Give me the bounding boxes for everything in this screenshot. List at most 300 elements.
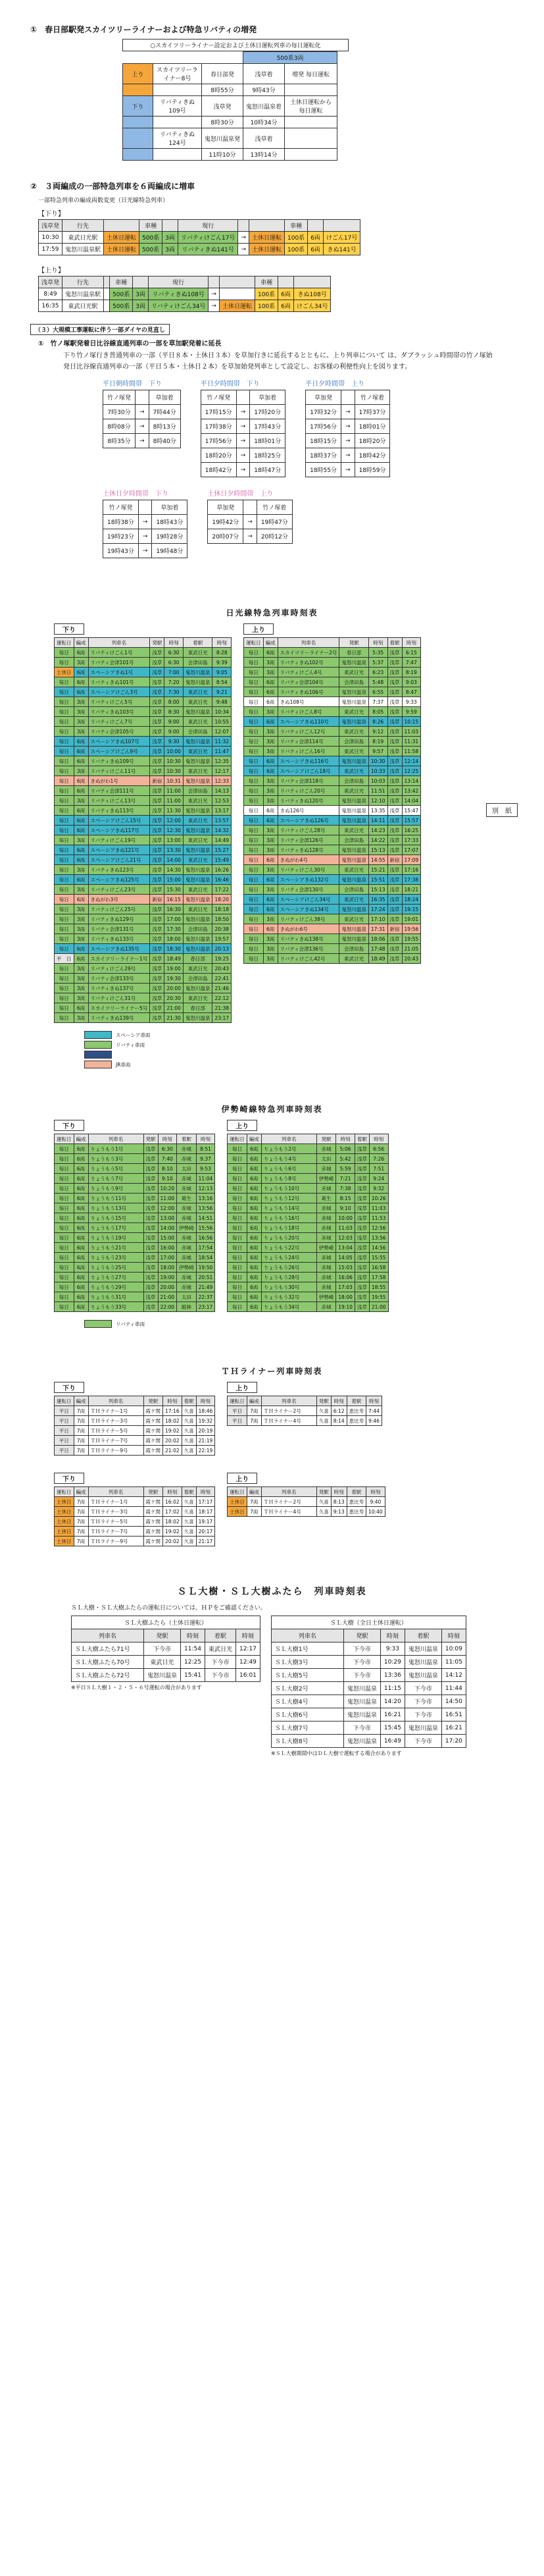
mini-table-wrap	[103, 378, 181, 477]
mini-cell: 18時20分	[355, 434, 390, 448]
tt-header-cell: 着駅	[183, 638, 212, 648]
tt-header-cell: 列車名	[88, 1134, 143, 1144]
tt-cell: 6:30	[158, 1144, 177, 1154]
mini-cell: 18時42分	[355, 448, 390, 463]
th-hol-down-table	[54, 1486, 215, 1546]
train-name: リバティきぬ109号	[153, 96, 202, 117]
arrow-cell: →	[209, 288, 220, 300]
tt-cell: 毎日	[55, 984, 74, 993]
tt-header-cell: 着駅	[347, 1396, 366, 1406]
tt-cell: 11:00	[164, 796, 184, 806]
dep-time: 11時10分	[202, 149, 243, 161]
tt-cell: 12:03	[336, 1233, 355, 1243]
mini-cell: 17時43分	[250, 419, 285, 434]
isesaki-legend	[84, 1320, 520, 1328]
row-note: 土休日運転から毎日運転	[285, 96, 337, 117]
direction-label: 下り	[123, 96, 153, 117]
tt-cell: 9:24	[369, 1174, 388, 1184]
tt-cell: 18:21	[402, 885, 421, 895]
tt-cell: 東武日光	[339, 786, 369, 796]
tt-cell: リバティけごん4号	[278, 668, 339, 677]
tt-cell: 鬼怒川温泉	[183, 677, 212, 687]
tt-row	[228, 1243, 388, 1253]
tt-cell: 13:35	[368, 806, 387, 816]
tt-cell: 浅草	[150, 1013, 164, 1023]
sec2-header-cell: 浅草発	[39, 220, 62, 232]
sl-cell: ＳＬ大樹ふたら72号	[72, 1669, 144, 1682]
tt-cell: 毎日	[55, 1184, 74, 1194]
mini-cell: 17時20分	[250, 405, 285, 419]
tt-cell: 19:55	[369, 1292, 388, 1302]
tt-cell: 毎日	[55, 737, 74, 747]
tt-cell: 浅草	[143, 1282, 158, 1292]
tt-row	[244, 806, 421, 816]
tt-cell: 浅草	[150, 974, 164, 984]
tt-cell: 6両	[74, 806, 88, 816]
mini-cell: 7時44分	[149, 405, 180, 419]
tt-cell: りょうもう13号	[88, 1203, 143, 1213]
tt-cell: 毎日	[228, 1243, 247, 1253]
sec2-header-cell	[209, 276, 220, 288]
tt-cell: りょうもう33号	[88, 1302, 143, 1312]
tt-cell: 新宿	[387, 855, 402, 865]
tt-cell: 霞ケ関	[143, 1527, 163, 1537]
sl-cell: 鬼怒川温泉	[405, 1643, 441, 1656]
tt-row	[228, 1184, 388, 1194]
tt-cell: 浅草	[355, 1194, 369, 1203]
tt-cell: 19:55	[402, 934, 421, 944]
tt-cell: 15:55	[369, 1253, 388, 1263]
tt-cell: 19:02	[163, 1527, 182, 1537]
tt-header-cell: 運転日	[55, 1396, 74, 1406]
tt-row	[244, 687, 421, 697]
tt-cell: ＴＨライナー2号	[261, 1406, 316, 1416]
direction-label	[123, 128, 153, 149]
tt-cell: 15:30	[164, 885, 184, 895]
tt-row	[55, 717, 232, 727]
tt-row	[244, 727, 421, 737]
tt-row	[55, 668, 232, 677]
tt-cell: 21:49	[196, 1282, 215, 1292]
tt-cell: リバティけごん29号	[88, 964, 150, 974]
tt-cell: りょうもう25号	[88, 1263, 143, 1273]
tt-cell: 浅草	[150, 835, 164, 845]
tt-cell: 浅草	[387, 737, 402, 747]
tt-cell: 19:15	[402, 905, 421, 914]
direction-label: 上り	[123, 64, 153, 84]
tt-cell: 浅草	[355, 1213, 369, 1223]
tt-cell: 浅草	[387, 806, 402, 816]
tt-cell: ＴＨライナー7号	[88, 1436, 143, 1446]
train-cell: リバティきぬ141号	[178, 244, 237, 255]
tt-cell: スカイツリーライナー5号	[88, 1003, 150, 1013]
tt-row	[228, 1292, 388, 1302]
tt-cell: リバティけごん5号	[88, 697, 150, 707]
tt-cell: 3両	[74, 796, 88, 806]
tt-cell: 鬼怒川温泉	[183, 865, 212, 875]
arrow-cell: →	[236, 448, 250, 463]
tt-cell: 20:19	[196, 1426, 215, 1436]
tt-cell: 浅草	[387, 786, 402, 796]
mini-table	[201, 390, 285, 477]
tt-cell: 17:07	[402, 845, 421, 855]
tt-cell: きぬがわ3号	[88, 895, 150, 905]
sl-left	[71, 1616, 260, 1757]
nikko-down-table	[54, 637, 232, 1023]
tt-row	[55, 658, 232, 668]
tt-cell: 毎日	[244, 668, 264, 677]
tt-cell: 3両	[263, 727, 278, 737]
tt-cell: 浅草	[150, 954, 164, 964]
tt-row	[55, 1144, 215, 1154]
tt-row	[55, 1517, 215, 1527]
tt-cell: 浅草	[143, 1292, 158, 1302]
th-hol-down-col	[54, 1473, 215, 1546]
tt-cell: 春日部	[339, 648, 369, 658]
tt-cell: 6両	[74, 954, 88, 964]
tt-cell: 6両	[74, 1154, 88, 1164]
sl-cell: 16:21	[441, 1722, 466, 1735]
tt-cell: 6両	[263, 717, 278, 727]
mini-cell: 19時47分	[257, 515, 292, 529]
tt-cell: 3両	[74, 934, 88, 944]
tt-cell: 6両	[74, 776, 88, 786]
tt-cell: 20:00	[158, 1282, 177, 1292]
tt-cell: 8:30	[164, 707, 184, 717]
tt-header-cell: 時刻	[331, 1396, 347, 1406]
sec2-header-cell: 行先	[62, 276, 104, 288]
tt-cell: 21:00	[164, 1003, 184, 1013]
tt-cell: 19:30	[164, 974, 184, 984]
tt-cell: 17:33	[402, 835, 421, 845]
tt-cell: 毎日	[244, 648, 264, 658]
tt-cell: 9:32	[369, 1184, 388, 1194]
tt-cell: 毎日	[55, 1013, 74, 1023]
tt-cell: スペーシアきぬ135号	[88, 944, 150, 954]
class-cell: 土休日運転	[219, 300, 255, 312]
class-cell	[104, 300, 110, 312]
tt-cell: 8:19	[402, 668, 421, 677]
tt-cell: 東武日光	[339, 914, 369, 924]
tt-cell: 浅草	[150, 707, 164, 717]
isesaki-title: 伊勢崎線特急列車時刻表	[221, 1105, 323, 1114]
tt-cell: りょうもう14号	[261, 1203, 316, 1213]
tt-row	[244, 835, 421, 845]
tt-cell: 毎日	[55, 677, 74, 687]
tt-row	[228, 1507, 385, 1517]
mini-cell: 19時42分	[208, 515, 243, 529]
tt-cell: 毎日	[228, 1194, 247, 1203]
sl-cell: ＳＬ大樹8号	[271, 1735, 343, 1748]
tt-cell: 赤城	[316, 1164, 336, 1174]
tt-cell: 6両	[247, 1243, 261, 1253]
tt-cell: 浅草	[387, 826, 402, 835]
tt-cell: 7両	[74, 1446, 88, 1456]
tt-cell: 9:59	[402, 707, 421, 717]
tt-cell: 12:13	[196, 1184, 215, 1194]
tt-row	[55, 875, 232, 885]
tt-cell: 13:00	[164, 835, 184, 845]
tt-cell: 赤城	[316, 1273, 336, 1282]
tt-cell: 6両	[74, 747, 88, 756]
tt-cell: 毎日	[55, 845, 74, 855]
tt-cell: 平日	[55, 1426, 74, 1436]
tt-cell: 22:12	[212, 993, 232, 1003]
arr-station: 浅草着	[243, 128, 285, 149]
tt-cell: ＴＨライナー5号	[88, 1426, 143, 1436]
tt-cell: 毎日	[55, 895, 74, 905]
tt-row	[244, 885, 421, 895]
tt-cell: 19:10	[336, 1302, 355, 1312]
tt-cell: リバティ会津133号	[88, 974, 150, 984]
tt-cell: 21:38	[212, 1003, 232, 1013]
tt-cell: 6両	[74, 1164, 88, 1174]
arrow-cell: →	[136, 405, 149, 419]
tt-row	[228, 1213, 388, 1223]
tt-cell: 毎日	[244, 855, 264, 865]
tt-cell: 浅草	[355, 1203, 369, 1213]
tt-cell: スペーシアきぬ110号	[278, 717, 339, 727]
tt-cell: 浅草	[150, 826, 164, 835]
tt-cell: 3両	[263, 707, 278, 717]
nikko-up-table	[243, 637, 421, 964]
tt-cell: 毎日	[55, 1282, 74, 1292]
tt-cell: 6両	[247, 1223, 261, 1233]
class-cell	[104, 288, 110, 300]
sl-header-row	[72, 1629, 260, 1643]
tt-cell: 赤城	[177, 1154, 197, 1164]
tt-row	[244, 756, 421, 766]
tt-cell: 毎日	[55, 964, 74, 974]
tt-cell: 東武日光	[183, 885, 212, 895]
sl-cell: ＳＬ大樹1号	[271, 1643, 343, 1656]
tt-header-cell: 列車名	[88, 1487, 143, 1497]
mini-header: 草加発	[208, 500, 243, 515]
tt-cell: リバティ会津130号	[278, 885, 339, 895]
tt-row	[55, 826, 232, 835]
mini-row	[306, 463, 390, 477]
tt-row	[55, 737, 232, 747]
mini-table-title: 平日夕時間帯 上り	[305, 381, 365, 388]
tt-cell: 毎日	[228, 1273, 247, 1282]
tt-header-cell: 時刻	[368, 638, 387, 648]
tt-cell: 葛生	[177, 1194, 197, 1203]
tt-cell: 浅草	[150, 914, 164, 924]
tt-cell: ＴＨライナー7号	[88, 1527, 143, 1537]
spacer-cell	[153, 149, 202, 161]
tt-cell: きぬがわ1号	[88, 776, 150, 786]
tt-cell: 9:53	[196, 1164, 215, 1174]
tt-cell: 浅草	[143, 1164, 158, 1174]
sl-cell: 13:36	[380, 1669, 405, 1682]
tt-cell: 春日部	[183, 1003, 212, 1013]
tt-cell: りょうもう29号	[88, 1282, 143, 1292]
tt-cell: 会津田島	[339, 776, 369, 786]
arrow-cell: →	[236, 434, 250, 448]
tt-cell: 21:19	[196, 1436, 215, 1446]
tt-row	[244, 954, 421, 964]
tt-cell: 浅草	[150, 806, 164, 816]
tt-row	[55, 747, 232, 756]
tt-cell: 3両	[263, 796, 278, 806]
tt-cell: きぬがわ6号	[278, 924, 339, 934]
mini-row	[103, 529, 187, 544]
tt-row	[244, 658, 421, 668]
tt-header-cell: 発駅	[150, 638, 164, 648]
tt-cell: 東武日光	[183, 687, 212, 697]
tt-row	[55, 766, 232, 776]
tt-cell: 18:50	[212, 914, 232, 924]
tt-cell: 18:49	[368, 954, 387, 964]
car-cell: 100系	[255, 300, 278, 312]
tt-cell: 霞ケ関	[143, 1497, 163, 1507]
tt-header-cell: 時刻	[331, 1487, 347, 1497]
tt-cell: 3両	[74, 964, 88, 974]
tt-row	[244, 914, 421, 924]
tt-cell: 6両	[74, 1203, 88, 1213]
tt-cell: スペーシアきぬ1号	[88, 668, 150, 677]
mini-row	[201, 434, 285, 448]
tt-cell: 14:11	[368, 816, 387, 826]
tt-cell: りょうもう21号	[88, 1243, 143, 1253]
spacer-cell	[285, 84, 337, 96]
tt-header-cell: 運転日	[55, 638, 74, 648]
tt-cell: 浅草	[387, 905, 402, 914]
tt-cell: 鬼怒川温泉	[183, 944, 212, 954]
legend-label: スペーシア車両	[116, 1032, 151, 1038]
mini-cell: 8時13分	[149, 419, 180, 434]
tt-cell: 毎日	[55, 944, 74, 954]
tt-header-cell: 運転日	[228, 1396, 247, 1406]
tt-header-cell: 着駅	[182, 1396, 196, 1406]
tt-row	[228, 1194, 388, 1203]
tt-cell: 毎日	[55, 1174, 74, 1184]
mini-table-title: 平日朝時間帯 下り	[103, 381, 162, 388]
cars-count: 3両	[162, 232, 178, 244]
sec1-table	[122, 51, 343, 161]
tt-cell: 鬼怒川温泉	[183, 806, 212, 816]
sec2-header-cell	[293, 276, 330, 288]
tt-cell: 毎日	[244, 914, 264, 924]
tt-cell: 12:35	[212, 756, 232, 766]
tt-cell: 19:02	[163, 1426, 182, 1436]
arrow-cell: →	[341, 419, 355, 434]
sl-cell: 下今市	[343, 1643, 380, 1656]
tt-cell: 10:26	[369, 1194, 388, 1203]
train-name: スカイツリーライナー8号	[153, 64, 202, 84]
mini-cell: 8時40分	[149, 434, 180, 448]
th-title: ＴＨライナー列車時刻表	[221, 1367, 323, 1376]
mini-cell: 19時28分	[152, 529, 187, 544]
mini-header: 竹ノ塚着	[257, 500, 292, 515]
time-cell: 16:35	[39, 300, 62, 312]
tt-cell: 6:30	[164, 658, 184, 668]
tt-cell: 6両	[247, 1154, 261, 1164]
tt-cell: 11:51	[368, 786, 387, 796]
tt-cell: 久喜	[182, 1537, 196, 1546]
legend-item	[84, 1061, 520, 1068]
tt-cell: 浅草	[150, 924, 164, 934]
tt-cell: 3両	[74, 766, 88, 776]
tt-cell: 浅草	[387, 796, 402, 806]
tt-cell: 3両	[263, 835, 278, 845]
mini-cell: 18時47分	[250, 463, 285, 477]
tt-cell: リバティけごん19号	[88, 835, 150, 845]
tt-cell: 3両	[263, 826, 278, 835]
tt-row	[228, 1273, 388, 1282]
dest-cell: 東武日光駅	[62, 300, 104, 312]
arrow-cell: →	[243, 515, 257, 529]
mini-cell: 18時20分	[201, 448, 236, 463]
tt-header-cell: 時刻	[196, 1134, 215, 1144]
tt-cell: 12:07	[212, 727, 232, 737]
tt-cell: 久喜	[182, 1416, 196, 1426]
tt-row	[244, 747, 421, 756]
tt-cell: 11:03	[402, 727, 421, 737]
spacer-cell	[341, 390, 355, 405]
tt-row	[244, 677, 421, 687]
tt-cell: 毎日	[55, 1194, 74, 1203]
tt-cell: 15:00	[158, 1233, 177, 1243]
tt-cell: 毎日	[55, 1302, 74, 1312]
sl-cell: 下今市	[343, 1669, 380, 1682]
sl-cell: 15:45	[380, 1722, 405, 1735]
tt-cell: 16:46	[212, 875, 232, 885]
sl-cell: 鬼怒川温泉	[343, 1708, 380, 1722]
tt-cell: 9:12	[368, 727, 387, 737]
tt-cell: 浅草	[387, 747, 402, 756]
tt-cell: 葛生	[316, 1194, 336, 1203]
train-cell: きぬ141号	[323, 244, 360, 255]
tt-cell: 14:56	[369, 1243, 388, 1253]
sl-header-row	[271, 1629, 466, 1643]
arrow-cell: →	[238, 244, 249, 255]
th-weekday-tables	[54, 1382, 520, 1456]
tt-cell: 9:10	[158, 1174, 177, 1184]
tt-cell: 7両	[247, 1406, 261, 1416]
tt-header-cell: 時刻	[163, 1487, 182, 1497]
tt-cell: 毎日	[244, 875, 264, 885]
tt-cell: 毎日	[55, 914, 74, 924]
tt-cell: 鬼怒川温泉	[183, 914, 212, 924]
tt-cell: 毎日	[244, 727, 264, 737]
tt-cell: 7両	[247, 1416, 261, 1426]
tt-cell: 浅草	[143, 1203, 158, 1213]
mini-row	[201, 405, 285, 419]
tt-cell: 浅草	[355, 1282, 369, 1292]
tt-cell: 7両	[74, 1416, 88, 1426]
tt-cell: 15:21	[368, 865, 387, 875]
tt-row	[55, 855, 232, 865]
tt-cell: 久喜	[316, 1406, 331, 1416]
tt-cell: 東武日光	[339, 766, 369, 776]
tt-cell: 平日	[55, 1416, 74, 1426]
tt-cell: 11:30	[164, 806, 184, 816]
tt-cell: 赤城	[177, 1253, 197, 1263]
tt-cell: リバティきぬ138号	[278, 934, 339, 944]
sl-cell: 鬼怒川温泉	[405, 1669, 441, 1682]
tt-cell: 3両	[74, 1013, 88, 1023]
sl-right-title: ＳＬ大樹（全日土休日運転）	[271, 1616, 466, 1629]
sl-cell: 10:09	[441, 1643, 466, 1656]
tt-cell: リバティきぬ139号	[88, 1013, 150, 1023]
tt-cell: 毎日	[228, 1164, 247, 1174]
tt-cell: 11:03	[369, 1203, 388, 1213]
tt-row	[244, 924, 421, 934]
tt-cell: ＴＨライナー3号	[88, 1416, 143, 1426]
tt-row	[55, 776, 232, 786]
tt-cell: 16:25	[402, 826, 421, 835]
